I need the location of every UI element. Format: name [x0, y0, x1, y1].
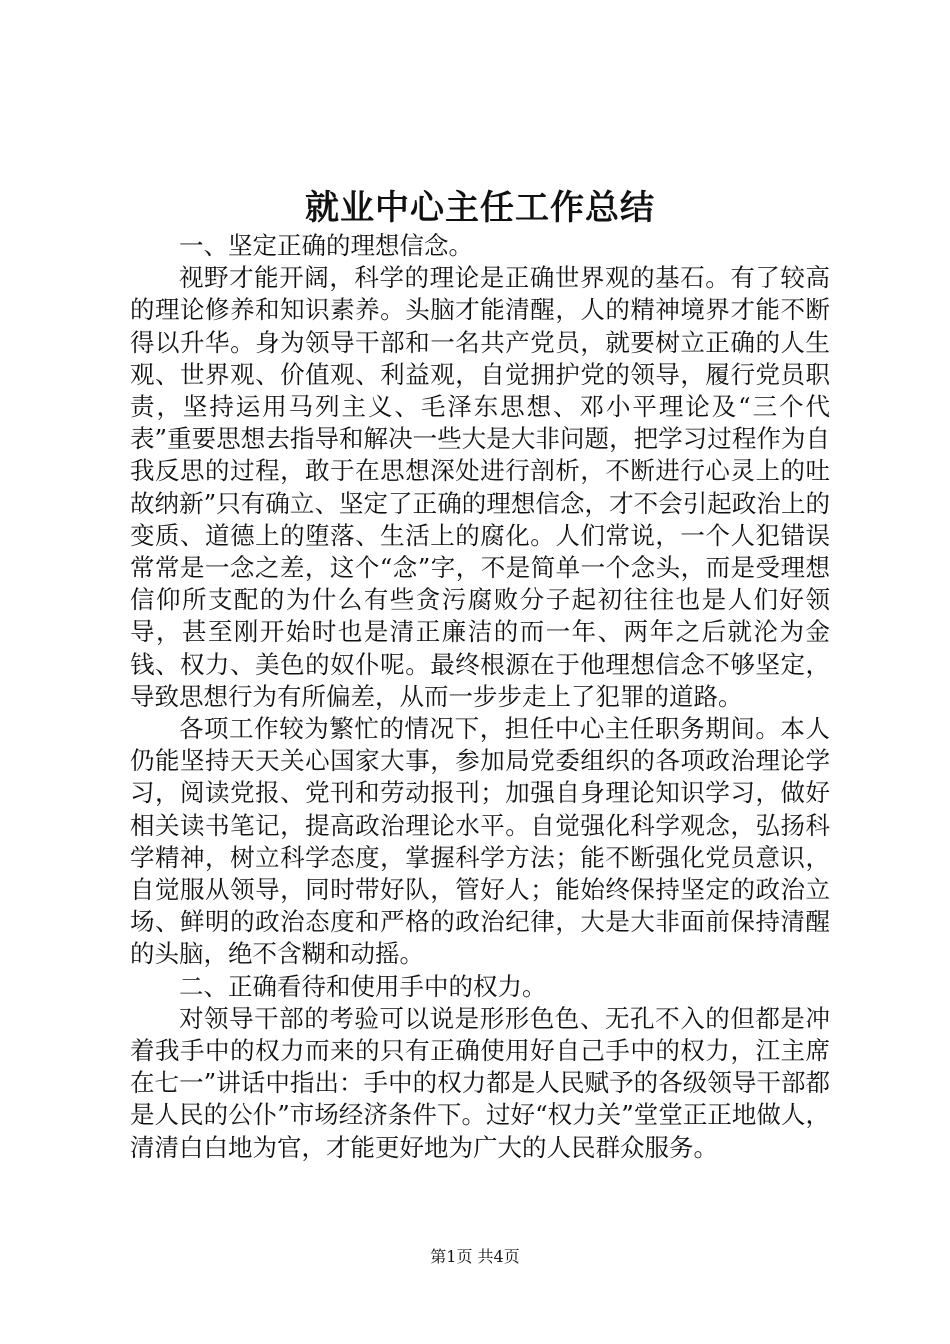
- section-heading-1: 一、坚定正确的理想信念。: [179, 231, 473, 260]
- document-body: [130, 230, 830, 1164]
- document-page: [130, 186, 830, 1164]
- section-heading-2: 二、正确看待和使用手中的权力。: [179, 971, 547, 1001]
- document-title: 就业中心主任工作总结: [305, 188, 655, 228]
- paragraph-3: 对领导干部的考验可以说是形形色色、无孔不入的但都是冲着我手中的权力而来的只有正确使用好自己手中的权力，江主席在七一”讲话中指出：手中的权力都是人民赋予的各级领导干部都是人民的公仆”市场经济条件下。过好“权力关”堂堂正正地做人，清清白白地为官，才能更好地为广大的人民群众服务。: [130, 1003, 830, 1162]
- paragraph-1: 视野才能开阔，科学的理论是正确世界观的基石。有了较高的理论修养和知识素养。头脑才能清醒，人的精神境界才能不断得以升华。身为领导干部和一名共产党员，就要树立正确的人生观、世界观、价值观、利益观，自觉拥护党的领导，履行党员职责，坚持运用马列主义、毛泽东思想、邓小平理论及“三个代表”重要思想去指导和解决一些大是大非问题，把学习过程作为自我反思的过程，敢于在思想深处进行剖析，不断进行心灵上的吐故纳新”只有确立、坚定了正确的理想信念，才不会引起政治上的变质、道德上的堕落、生活上的腐化。人们常说，一个人犯错误常常是一念之差，这个“念”字，不是简单一个念头，而是受理想信仰所支配的为什么有些贪污腐败分子起初往往也是人们好领导，甚至刚开始时也是清正廉洁的而一年、两年之后就沦为金钱、权力、美色的奴仆呢。最终根源在于他理想信念不够坚定，导致思想行为有所偏差，从而一步步走上了犯罪的道路。: [130, 263, 830, 711]
- paragraph-2: 各项工作较为繁忙的情况下，担任中心主任职务期间。本人仍能坚持天天关心国家大事，参加局党委组织的各项政治理论学习，阅读党报、党刊和劳动报刊；加强自身理论知识学习，做好相关读书笔记，提高政治理论水平。自觉强化科学观念，弘扬科学精神，树立科学态度，掌握科学方法；能不断强化党员意识，自觉服从领导，同时带好队，管好人；能始终保持坚定的政治立场、鲜明的政治态度和严格的政治纪律，大是大非面前保持清醒的头脑，绝不含糊和动摇。: [130, 714, 830, 969]
- page-footer: 第1页 共4页: [430, 1247, 520, 1266]
